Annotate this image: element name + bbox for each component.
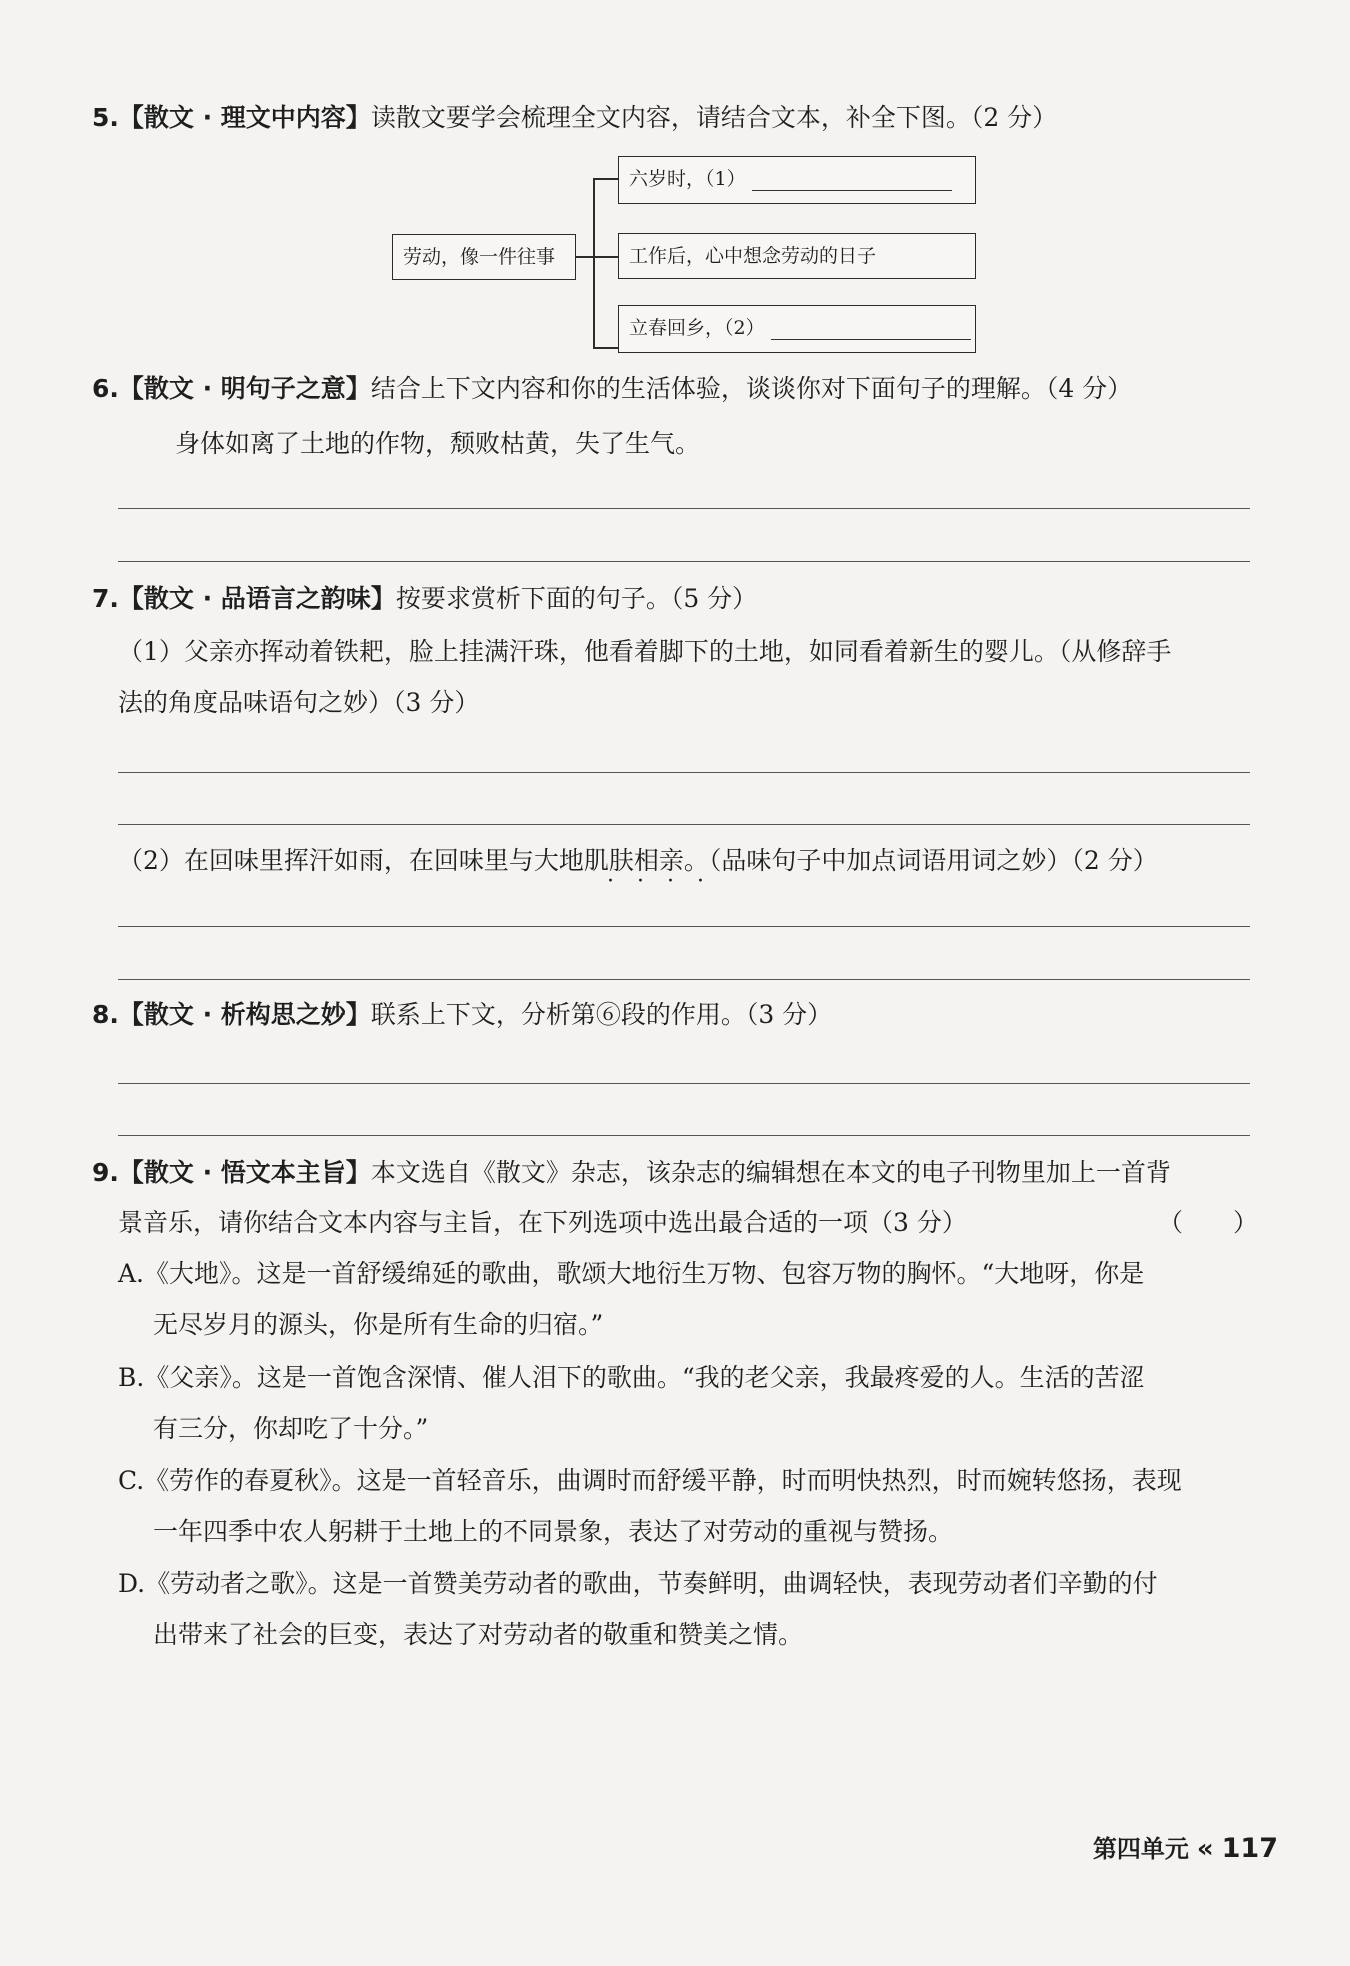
- quoted-sentence: 身体如离了土地的作物，颓败枯黄，失了生气。: [175, 429, 701, 458]
- question-8: [92, 998, 1252, 1032]
- diagram-branch-label: 六岁时，（1）: [629, 168, 746, 190]
- answer-blank[interactable]: [752, 170, 952, 191]
- answer-line[interactable]: [118, 1135, 1250, 1136]
- diagram-branch-label: 立春回乡，（2）: [629, 317, 765, 339]
- question-tag: 【散文 · 理文中内容】: [118, 103, 371, 132]
- page-footer: [1093, 1829, 1278, 1864]
- answer-line[interactable]: [118, 979, 1250, 980]
- option-b: B.《父亲》。这是一首饱含深情、催人泪下的歌曲。“我的老父亲，我最疼爱的人。生活的苦涩: [118, 1363, 1145, 1392]
- unit-label: 第四单元: [1092, 1835, 1189, 1863]
- answer-line[interactable]: [118, 926, 1250, 927]
- option-d-cont: 出带来了社会的巨变，表达了对劳动者的敬重和赞美之情。: [153, 1620, 804, 1649]
- answer-line[interactable]: [118, 508, 1250, 509]
- question-number: 8.: [92, 1000, 119, 1029]
- connector: [593, 178, 595, 348]
- option-a: A.《大地》。这是一首舒缓绵延的歌曲，歌颂大地衍生万物、包容万物的胸怀。“大地呀，你是: [118, 1259, 1145, 1288]
- answer-blank[interactable]: [771, 319, 971, 340]
- question-6: [92, 372, 1252, 406]
- emphasis-dots: ····: [607, 869, 727, 894]
- diagram-root-box: [392, 234, 576, 280]
- question-9: [92, 1156, 1252, 1190]
- answer-line[interactable]: [118, 561, 1250, 562]
- question-5: [92, 101, 1252, 135]
- answer-line[interactable]: [118, 824, 1250, 825]
- diagram-branch-label: 工作后，心中想念劳动的日子: [629, 245, 877, 267]
- diagram-branch-box: [618, 305, 976, 353]
- diagram-root-label: 劳动，像一件往事: [403, 246, 556, 268]
- answer-line[interactable]: [118, 1083, 1250, 1084]
- diagram-branch-box: [618, 156, 976, 204]
- answer-line[interactable]: [118, 772, 1250, 773]
- question-number: 5.: [92, 103, 119, 132]
- connector: [593, 256, 618, 258]
- option-a-cont: 无尽岁月的源头，你是所有生命的归宿。”: [153, 1310, 604, 1339]
- diagram-branch-box: [618, 233, 976, 279]
- question-text: 本文选自《散文》杂志，该杂志的编辑想在本文的电子刊物里加上一首背: [370, 1158, 1171, 1187]
- question-tag: 【散文 · 析构思之妙】: [118, 1000, 371, 1029]
- sub-question-1-cont: 法的角度品味语句之妙）（3 分）: [118, 688, 480, 717]
- question-text: 结合上下文内容和你的生活体验，谈谈你对下面句子的理解。（4 分）: [370, 374, 1133, 403]
- question-number: 9.: [92, 1158, 119, 1187]
- option-d: D.《劳动者之歌》。这是一首赞美劳动者的歌曲，节奏鲜明，曲调轻快，表现劳动者们辛勤的付: [118, 1569, 1158, 1598]
- option-c: C.《劳作的春夏秋》。这是一首轻音乐，曲调时而舒缓平静，时而明快热烈，时而婉转悠扬，表现: [118, 1466, 1182, 1495]
- question-tag: 【散文 · 悟文本主旨】: [118, 1158, 371, 1187]
- question-text: 读散文要学会梳理全文内容，请结合文本，补全下图。（2 分）: [370, 103, 1058, 132]
- option-b-cont: 有三分，你却吃了十分。”: [153, 1414, 429, 1443]
- question-text-cont: 景音乐，请你结合文本内容与主旨，在下列选项中选出最合适的一项（3 分）: [118, 1208, 967, 1237]
- connector: [593, 178, 618, 180]
- connector: [576, 256, 594, 258]
- chevron-left-icon: «: [1196, 1834, 1214, 1864]
- answer-paren[interactable]: （ ）: [1158, 1208, 1259, 1237]
- connector: [593, 347, 618, 349]
- question-tag: 【散文 · 明句子之意】: [118, 374, 371, 403]
- question-text: 联系上下文，分析第⑥段的作用。（3 分）: [370, 1000, 833, 1029]
- question-tag: 【散文 · 品语言之韵味】: [118, 584, 396, 613]
- sub-question-2: （2）在回味里挥汗如雨，在回味里与大地肌肤相亲。（品味句子中加点词语用词之妙）（2 分）: [118, 846, 1158, 875]
- page-number: 117: [1221, 1833, 1278, 1864]
- question-number: 7.: [92, 584, 119, 613]
- question-text: 按要求赏析下面的句子。（5 分）: [395, 584, 758, 613]
- question-7: [92, 582, 1252, 616]
- question-number: 6.: [92, 374, 119, 403]
- option-c-cont: 一年四季中农人躬耕于土地上的不同景象，表达了对劳动的重视与赞扬。: [153, 1517, 954, 1546]
- sub-question-1: （1）父亲亦挥动着铁耙，脸上挂满汗珠，他看着脚下的土地，如同看着新生的婴儿。（从修辞手: [118, 637, 1172, 666]
